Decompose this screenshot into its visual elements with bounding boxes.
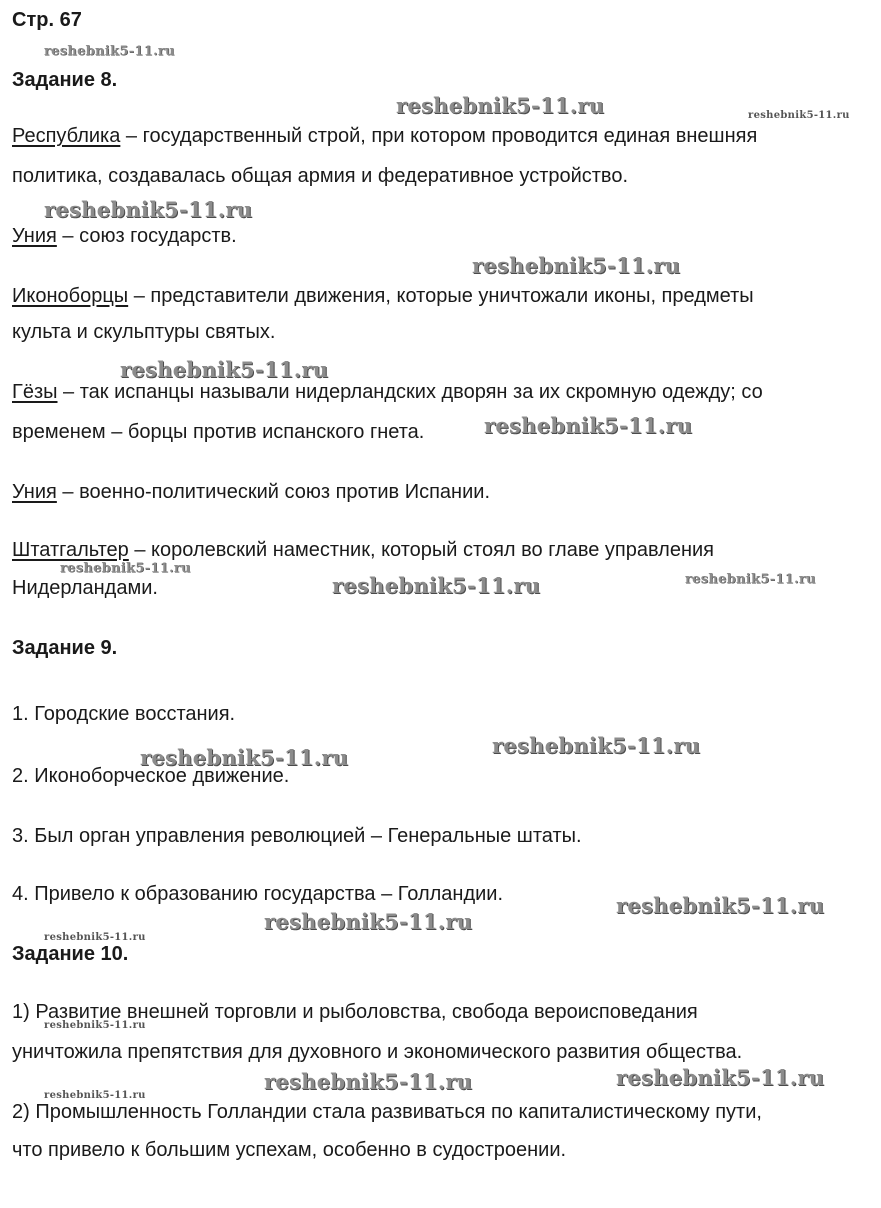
definition-text: – королевский наместник, который стоял во главе управления — [128, 539, 715, 561]
watermark: reshebnik5-11.ru — [472, 253, 681, 278]
watermark: reshebnik5-11.ru — [60, 561, 191, 576]
watermark: reshebnik5-11.ru — [44, 44, 175, 59]
term-stadtholder: Штатгальтер — [12, 539, 129, 561]
task9-item-1: 1. Городские восстания. — [12, 703, 236, 725]
term-union: Уния — [12, 225, 57, 247]
watermark: reshebnik5-11.ru — [748, 110, 850, 121]
watermark: reshebnik5-11.ru — [264, 1069, 473, 1094]
task10-item-2-cont: что привело к большим успехам, особенно в судостроении. — [12, 1139, 567, 1161]
definition-text: – так испанцы называли нидерландских дворян за их скромную одежду; со — [57, 381, 763, 403]
watermark: reshebnik5-11.ru — [685, 572, 816, 587]
definition-geuzen — [12, 380, 763, 404]
task10-item-1: 1) Развитие внешней торговли и рыболовства, свобода вероисповедания — [12, 1001, 698, 1023]
term-iconoclasts: Иконоборцы — [12, 285, 129, 307]
watermark: reshebnik5-11.ru — [616, 1065, 825, 1090]
watermark: reshebnik5-11.ru — [140, 745, 349, 770]
task8-title: Задание 8. — [12, 69, 118, 91]
definition-republic — [12, 124, 757, 148]
watermark: reshebnik5-11.ru — [44, 197, 253, 222]
definition-union-2 — [12, 480, 490, 504]
definition-geuzen-cont: временем – борцы против испанского гнета. — [12, 421, 425, 443]
term-geuzen: Гёзы — [12, 381, 58, 403]
page-number: Стр. 67 — [12, 9, 82, 31]
task9-item-2: 2. Иконоборческое движение. — [12, 765, 290, 787]
watermark: reshebnik5-11.ru — [44, 1090, 146, 1101]
definition-text: – представители движения, которые уничтожали иконы, предметы — [128, 285, 754, 307]
watermark: reshebnik5-11.ru — [44, 932, 146, 943]
watermark: reshebnik5-11.ru — [616, 893, 825, 918]
watermark: reshebnik5-11.ru — [396, 93, 605, 118]
task9-item-3: 3. Был орган управления революцией – Генеральные штаты. — [12, 825, 582, 847]
definition-republic-cont: политика, создавалась общая армия и федеративное устройство. — [12, 165, 629, 187]
term-republic: Республика — [12, 125, 121, 147]
watermark: reshebnik5-11.ru — [264, 909, 473, 934]
task10-title: Задание 10. — [12, 943, 129, 965]
definition-iconoclasts — [12, 284, 754, 308]
definition-union — [12, 224, 237, 248]
watermark: reshebnik5-11.ru — [484, 413, 693, 438]
term-union-2: Уния — [12, 481, 57, 503]
watermark: reshebnik5-11.ru — [332, 573, 541, 598]
definition-text: – военно-политический союз против Испании. — [56, 481, 490, 503]
task10-item-2: 2) Промышленность Голландии стала развиваться по капиталистическому пути, — [12, 1101, 762, 1123]
task9-item-4: 4. Привело к образованию государства – Голландии. — [12, 883, 504, 905]
task10-item-1-cont: уничтожила препятствия для духовного и экономического развития общества. — [12, 1041, 743, 1063]
definition-stadtholder — [12, 538, 714, 562]
task9-title: Задание 9. — [12, 637, 118, 659]
watermark: reshebnik5-11.ru — [44, 1020, 146, 1031]
definition-text: – союз государств. — [56, 225, 237, 247]
watermark: reshebnik5-11.ru — [120, 357, 329, 382]
definition-text: – государственный строй, при котором проводится единая внешняя — [120, 125, 758, 147]
definition-stadtholder-cont: Нидерландами. — [12, 577, 158, 599]
watermark: reshebnik5-11.ru — [492, 733, 701, 758]
definition-iconoclasts-cont: культа и скульптуры святых. — [12, 321, 276, 343]
